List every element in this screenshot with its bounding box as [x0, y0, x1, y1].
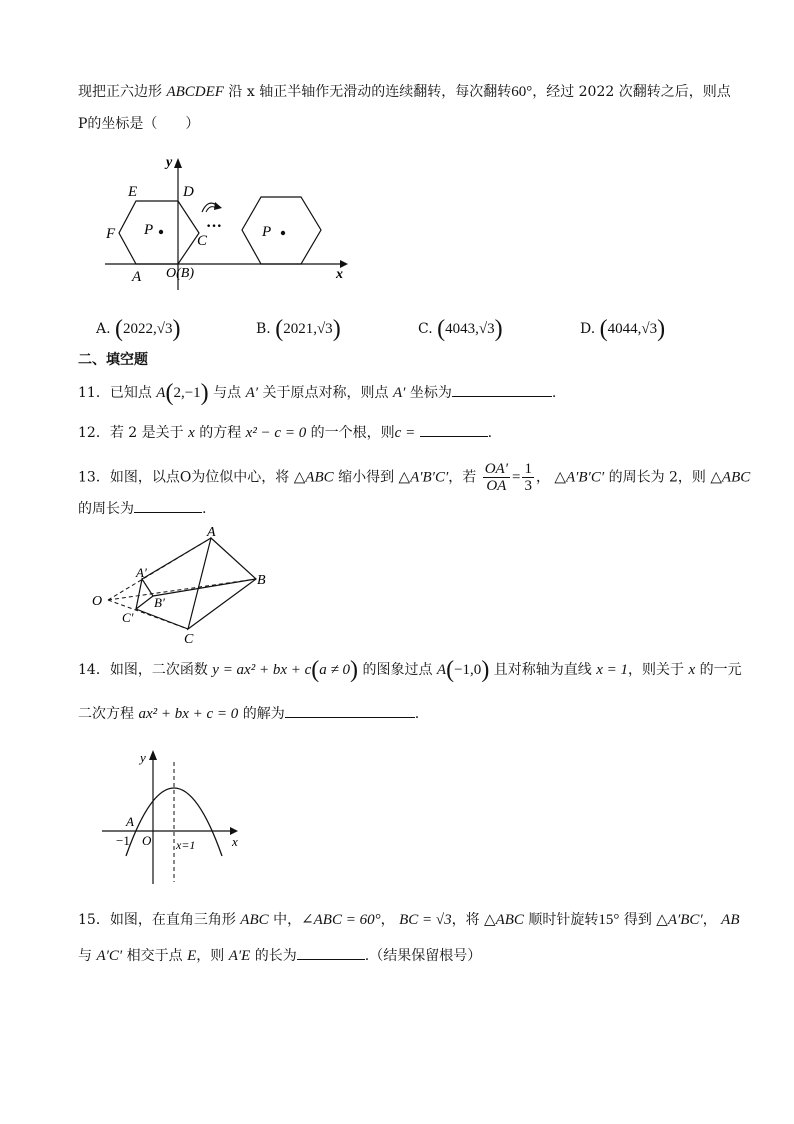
label-p-left: P [144, 222, 154, 238]
option-c-value: 4043,√3 [445, 321, 495, 337]
label-o: O [92, 594, 103, 609]
homothety-figure [90, 526, 280, 646]
q11-answer-blank[interactable] [452, 382, 552, 397]
label-o: O [142, 833, 152, 848]
hexagon-figure [100, 150, 360, 290]
label-c: C [197, 233, 208, 249]
label-x: x [336, 267, 343, 282]
q12: 12．若 2 是关于 x 的方程 x² − c = 0 的一个根，则c = . [78, 422, 492, 443]
label-a: A [207, 526, 216, 540]
line-b1-b [153, 579, 256, 596]
label-p-right: P [262, 224, 272, 240]
q13-line1: 13．如图，以点O为位似中心，将 △ABC 缩小得到 △A′B′C′，若 $\frac{OA'}{OA}$ = $\frac{1}{3}$ ， △A′B′C′ 的周长为 2，则 △ABC [78, 461, 751, 494]
label-e: E [128, 184, 138, 200]
y-axis-arrow [149, 750, 157, 760]
rotation-arrowhead [214, 202, 222, 210]
q14-line1: 14．如图，二次函数 y = ax² + bx + c(a ≠ 0) 的图象过点 A(−1,0) 且对称轴为直线 x = 1，则关于 x 的一元 [78, 657, 742, 683]
angle-value: 60° [511, 84, 533, 100]
label-a1: A′ [136, 565, 147, 580]
y-axis-arrow [174, 158, 182, 168]
hexagon-right [242, 197, 321, 264]
q14-line2: 二次方程 ax² + bx + c = 0 的解为 . [78, 703, 419, 724]
q14-answer-blank[interactable] [285, 703, 415, 718]
q15-line1: 15．如图，在直角三角形 ABC 中，∠ABC = 60°， BC = √3，将 △ABC 顺时针旋转15° 得到 △A′BC′， AB [78, 912, 740, 928]
option-d-value: 4044,√3 [607, 321, 658, 337]
label-axis: x=1 [176, 838, 196, 852]
section-title: 二、填空题 [78, 352, 148, 368]
point-p-left [159, 230, 163, 234]
option-a-value: 2022,√3 [123, 321, 173, 337]
option-b[interactable]: B. (2021,√3) [256, 316, 341, 342]
q13-line2: 的周长为 . [78, 498, 206, 519]
label-a: A [132, 269, 142, 285]
point-p-right [281, 231, 285, 235]
hexagon-name: ABCDEF [166, 84, 224, 100]
label-x: x [232, 834, 238, 849]
option-d[interactable]: D. (4044,√3) [580, 316, 666, 342]
label-y: y [166, 155, 173, 170]
label-minus-one: −1 [116, 833, 130, 848]
line-a1-a [142, 538, 211, 579]
q10-line2: P的坐标是（ ） [78, 116, 200, 132]
label-c1: C′ [122, 610, 134, 625]
label-c: C [184, 632, 194, 646]
option-a[interactable]: A. (2022,√3) [96, 316, 181, 342]
option-c[interactable]: C. (4043,√3) [418, 316, 503, 342]
label-b1: B′ [154, 595, 165, 610]
label-a: A [126, 814, 134, 829]
q12-answer-blank[interactable] [420, 422, 488, 437]
label-y: y [140, 750, 146, 765]
ratio-value: $\frac{1}{3}$ [524, 461, 532, 494]
label-ob: O(B) [166, 266, 194, 281]
q11: 11．已知点 A(2,−1) 与点 A′ 关于原点对称，则点 A′ 坐标为 . [78, 380, 557, 406]
label-b: B [257, 573, 266, 588]
label-d: D [183, 184, 194, 200]
q15-answer-blank[interactable] [297, 945, 365, 960]
q13-answer-blank[interactable] [134, 498, 202, 513]
ratio-fraction: $\frac{OA'}{OA}$ [484, 461, 508, 494]
q10-text: 沿 x 轴正半轴作无滑动的连续翻转，每次翻转 [228, 84, 512, 100]
q15-line2: 与 A′C′ 相交于点 E，则 A′E 的长为 .（结果保留根号） [78, 945, 481, 966]
label-f: F [106, 226, 116, 242]
line-c1-c [136, 609, 188, 629]
option-b-value: 2021,√3 [283, 321, 333, 337]
q10-line1 [78, 82, 731, 102]
ellipsis: ··· [206, 218, 223, 235]
q10-text: 现把正六边形 [78, 84, 162, 100]
q10-text: ，经过 2022 次翻转之后，则点 [532, 84, 731, 100]
parabola-figure [98, 746, 248, 886]
